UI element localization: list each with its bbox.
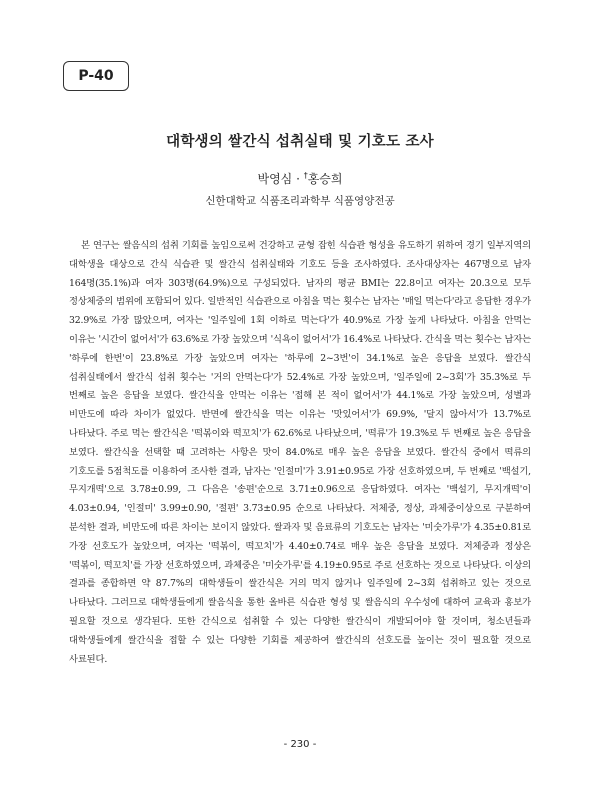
author-1: 박영심 bbox=[257, 172, 293, 186]
author-2: 홍승희 bbox=[307, 172, 343, 186]
poster-id-badge: P-40 bbox=[63, 61, 129, 91]
paper-title: 대학생의 쌀간식 섭취실태 및 기호도 조사 bbox=[166, 134, 434, 150]
corresponding-author-mark: † bbox=[303, 171, 308, 180]
author-separator: · bbox=[292, 172, 304, 186]
affiliation: 신한대학교 식품조리과학부 식품영양전공 bbox=[205, 195, 395, 207]
page-number: - 230 - bbox=[283, 739, 317, 750]
author-line bbox=[0, 170, 600, 187]
abstract-body: 본 연구는 쌀음식의 섭취 기회를 높임으로써 건강하고 균형 잡힌 식습관 형성을 유도하기 위하여 경기 일부지역의 대학생을 대상으로 간식 식습관 및 쌀간식 섭취실태와 기호도 등을 조사하였다. 조사대상자는 467명으로 남자 164명(35.1%)과 여자 303명(64.9%)으로 구성되었다. 남자의 평균 BMI는 22.8이고 여자는 20.3으로 모두 정상체중의 범위에 포함되어 있다. 일반적인 식습관으로 아침을 먹는 횟수는 남자는 '매일 먹는다'라고 응답한 경우가 32.9%로 가장 많았으며, 여자는 '일주일에 1회 이하로 먹는다'가 40.9%로 가장 높게 나타났다. 아침을 안먹는 이유는 '시간이 없어서'가 63.6%로 가장 높았으며 '식욕이 없어서'가 16.4%로 나타났다. 간식을 먹는 횟수는 남자는 '하루에 한번'이 23.8%로 가장 높았으며 여자는 '하루에 2~3번'이 34.1%로 높은 응답을 보였다. 쌀간식 섭취실태에서 쌀간식 섭취 횟수는 '거의 안먹는다'가 52.4%로 가장 높았으며, '일주일에 2~3회'가 35.3%로 두 번째로 높은 응답을 보였다. 쌀간식을 안먹는 이유는 '접해 본 적이 없어서'가 44.1%로 가장 높았으며, 성별과 비만도에 따라 차이가 없었다. 반면에 쌀간식을 먹는 이유는 '맛있어서'가 69.9%, '달지 않아서'가 13.7%로 나타났다. 주로 먹는 쌀간식은 '떡볶이와 떡꼬치'가 62.6%로 나타났으며, '떡류'가 19.3%로 두 번째로 높은 응답을 보였다. 쌀간식을 선택할 때 고려하는 사항은 맛이 84.0%로 매우 높은 응답을 보였다. 쌀간식 중에서 떡류의 기호도를 5점척도를 이용하여 조사한 결과, 남자는 '인절미'가 3.91±0.95로 가장 선호하였으며, 두 번째로 '백설기, 무지개떡'으로 3.78±0.99, 그 다음은 '송편'순으로 3.71±0.96으로 응답하였다. 여자는 '백설기, 무지개떡'이 4.03±0.94, '인절미' 3.99±0.90, '절편' 3.73±0.95 순으로 나타났다. 저체중, 정상, 과체중이상으로 구분하여 분석한 결과, 비만도에 따른 차이는 보이지 않았다. 쌀과자 및 음료류의 기호도는 남자는 '미숫가루'가 4.35±0.81로 가장 선호도가 높았으며, 여자는 '떡볶이, 떡꼬치'가 4.40±0.74로 매우 높은 응답을 보였다. 저체중과 정상은 '떡볶이, 떡꼬치'를 가장 선호하였으며, 과체중은 '미숫가루'를 4.19±0.95로 주로 선호하는 것으로 나타났다. 이상의 결과를 종합하면 약 87.7%의 대학생들이 쌀간식은 거의 먹지 않거나 일주일에 2~3회 섭취하고 있는 것으로 나타났다. 그러므로 대학생들에게 쌀음식을 통한 올바른 식습관 형성 및 쌀음식의 우수성에 대하여 교육과 홍보가 필요할 것으로 생각된다. 또한 간식으로 섭취할 수 있는 다양한 쌀간식이 개발되어야 할 것이며, 청소년들과 대학생들에게 쌀간식을 접할 수 있는 다양한 기회를 제공하여 쌀간식의 선호도를 높이는 것이 필요할 것으로 사료된다. bbox=[69, 240, 531, 665]
